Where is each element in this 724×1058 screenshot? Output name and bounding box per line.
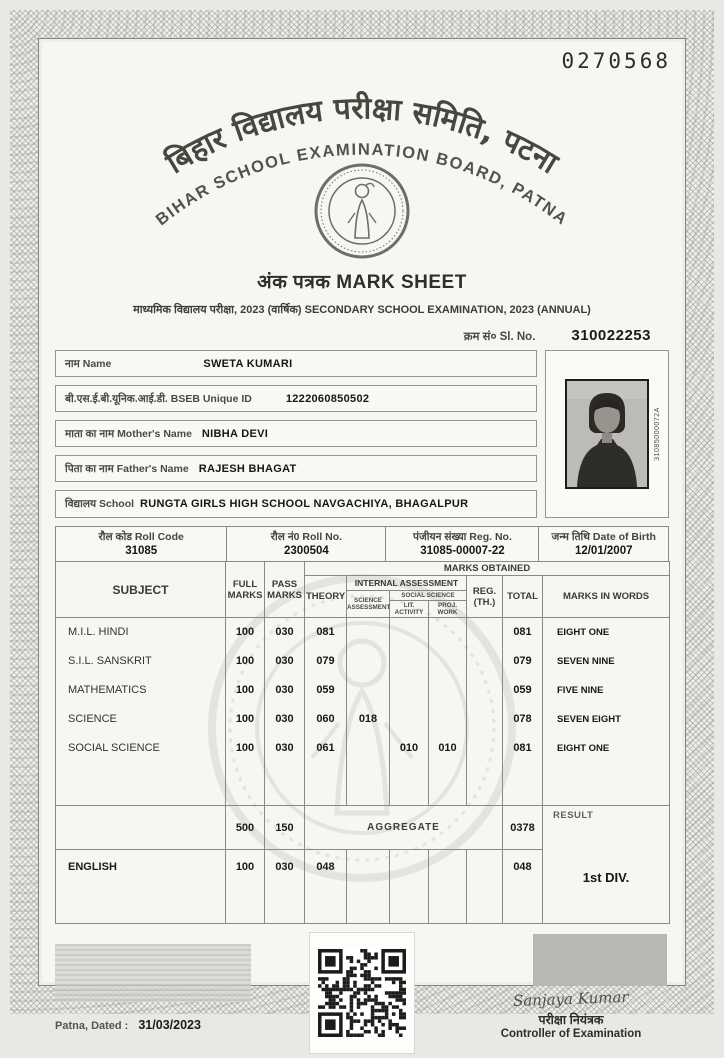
result-value: 1st DIV. <box>582 870 630 885</box>
dob-label: जन्म तिथि Date of Birth <box>551 531 656 543</box>
english-science-empty <box>347 850 390 924</box>
sl-no-value: 310022253 <box>571 327 651 344</box>
english-lit-empty <box>390 850 429 924</box>
marksheet-document <box>38 38 686 1040</box>
board-seal-icon <box>316 165 408 257</box>
field-school <box>55 490 537 518</box>
aggregate-pass: 150 <box>265 806 305 850</box>
col-social-science: SOCIAL SCIENCE <box>390 591 467 601</box>
field-father-value: RAJESH BHAGAT <box>198 462 297 475</box>
aggregate-label: AGGREGATE <box>305 806 503 850</box>
qr-code-icon <box>318 949 406 1037</box>
field-bseb-unique-id <box>55 385 537 412</box>
serial-no-row <box>55 327 651 344</box>
marks-in-words-values: EIGHT ONE SEVEN NINE FIVE NINE SEVEN EIGHT EIGHT ONE <box>543 618 670 806</box>
reg-no-label: पंजीयन संख्या Reg. No. <box>413 531 512 543</box>
col-reg-th: REG. (TH.) <box>467 576 503 618</box>
english-reg-empty <box>467 850 503 924</box>
english-total: 048 <box>503 850 543 924</box>
result-cell <box>543 806 670 924</box>
field-name-value: SWETA KUMARI <box>203 357 293 370</box>
col-science-assessment: SCIENCE ASSESSMENT <box>347 591 390 618</box>
roll-no-value: 2300504 <box>284 545 329 557</box>
redacted-gray-box <box>533 934 667 986</box>
roll-no-cell <box>227 527 386 561</box>
student-info-section <box>55 350 669 518</box>
footer-section <box>55 930 669 1058</box>
reg-no-cell <box>386 527 539 561</box>
field-mother-name <box>55 420 537 447</box>
roll-code-label: रौल कोड Roll Code <box>98 531 184 543</box>
subjects-body-row <box>56 618 670 806</box>
header-arc-graphic <box>82 53 642 261</box>
reg-th-values <box>467 618 503 806</box>
field-school-value: RUNGTA GIRLS HIGH SCHOOL NAVGACHIYA, BHAGALPUR <box>140 498 469 510</box>
col-subject: SUBJECT <box>56 562 226 618</box>
proj-work-values: 010 <box>429 618 467 806</box>
field-father-label: पिता का नाम Father's Name <box>65 462 189 475</box>
full-marks-values: 100 100 100 100 100 <box>226 618 265 806</box>
field-school-label: विद्यालय School <box>65 498 135 510</box>
roll-code-value: 31085 <box>125 545 158 557</box>
field-bseb-value: 1222060850502 <box>285 392 370 405</box>
field-father-name <box>55 455 537 482</box>
student-photo-box <box>545 350 669 518</box>
roll-code-cell <box>56 527 227 561</box>
marks-table-section <box>55 561 669 924</box>
dob-value: 12/01/2007 <box>574 545 633 557</box>
board-name-english: BIHAR SCHOOL EXAMINATION BOARD, PATNA <box>152 140 572 230</box>
col-internal-assessment: INTERNAL ASSESSMENT <box>347 576 467 591</box>
result-label: RESULT <box>553 810 594 821</box>
subject-names: M.I.L. HINDI S.I.L. SANSKRIT MATHEMATICS SCIENCE SOCIAL SCIENCE <box>56 618 226 806</box>
field-name <box>55 350 537 377</box>
aggregate-total: 0378 <box>503 806 543 850</box>
col-lit-activity: LIT. ACTIVITY <box>390 601 429 618</box>
signature-block <box>473 987 669 1040</box>
aggregate-full: 500 <box>226 806 265 850</box>
field-name-label: नाम Name <box>65 357 112 370</box>
english-full: 100 <box>226 850 265 924</box>
place-date <box>55 1018 201 1032</box>
col-full-marks: FULL MARKS <box>226 562 265 618</box>
marks-table <box>55 561 670 924</box>
field-mother-label: माता का नाम Mother's Name <box>65 427 192 440</box>
security-strip <box>55 944 251 1002</box>
col-marks-in-words: MARKS IN WORDS <box>543 576 670 618</box>
controller-title-english: Controller of Examination <box>500 1028 642 1040</box>
roll-info-table <box>55 526 669 562</box>
col-marks-obtained: MARKS OBTAINED <box>305 562 670 576</box>
controller-signature: Sanjaya Kumar <box>512 987 630 1011</box>
board-header <box>82 53 642 266</box>
aggregate-subject-empty <box>56 806 226 850</box>
english-subject: ENGLISH <box>56 850 226 924</box>
total-values: 081 079 059 078 081 <box>503 618 543 806</box>
sl-no-label: क्रम सं० Sl. No. <box>463 331 536 343</box>
issue-date: 31/03/2023 <box>138 1018 201 1032</box>
field-mother-value: NIBHA DEVI <box>201 427 269 440</box>
aggregate-row <box>56 806 670 850</box>
dob-cell <box>539 527 668 561</box>
photo-side-number: 31085000072A <box>654 407 661 461</box>
english-proj-empty <box>429 850 467 924</box>
pass-marks-values: 030 030 030 030 030 <box>265 618 305 806</box>
english-pass: 030 <box>265 850 305 924</box>
lit-activity-values: 010 <box>390 618 429 806</box>
board-name-hindi: बिहार विद्यालय परीक्षा समिति, पटना <box>160 91 564 182</box>
qr-card <box>309 932 415 1054</box>
student-photo <box>565 379 649 489</box>
col-proj-work: PROJ. WORK <box>429 601 467 618</box>
col-theory: THEORY <box>305 576 347 618</box>
serial-number: 0270568 <box>561 49 671 73</box>
field-bseb-label: बी.एस.ई.बी.यूनिक.आई.डी. BSEB Unique ID <box>65 392 252 405</box>
english-theory: 048 <box>305 850 347 924</box>
theory-values: 081 079 059 060 061 <box>305 618 347 806</box>
col-total: TOTAL <box>503 576 543 618</box>
controller-title-hindi: परीक्षा नियंत्रक <box>538 1013 604 1027</box>
reg-no-value: 31085-00007-22 <box>420 545 505 557</box>
sheet-title: अंक पत्रक MARK SHEET <box>257 272 467 293</box>
col-pass-marks: PASS MARKS <box>265 562 305 618</box>
science-assessment-values: 018 <box>347 618 390 806</box>
place-date-label: Patna, Dated : <box>55 1020 129 1032</box>
roll-no-label: रौल नं0 Roll No. <box>270 531 343 543</box>
examination-line: माध्यमिक विद्यालय परीक्षा, 2023 (वार्षिक) SECONDARY SCHOOL EXAMINATION, 2023 (ANNUAL) <box>133 304 591 316</box>
